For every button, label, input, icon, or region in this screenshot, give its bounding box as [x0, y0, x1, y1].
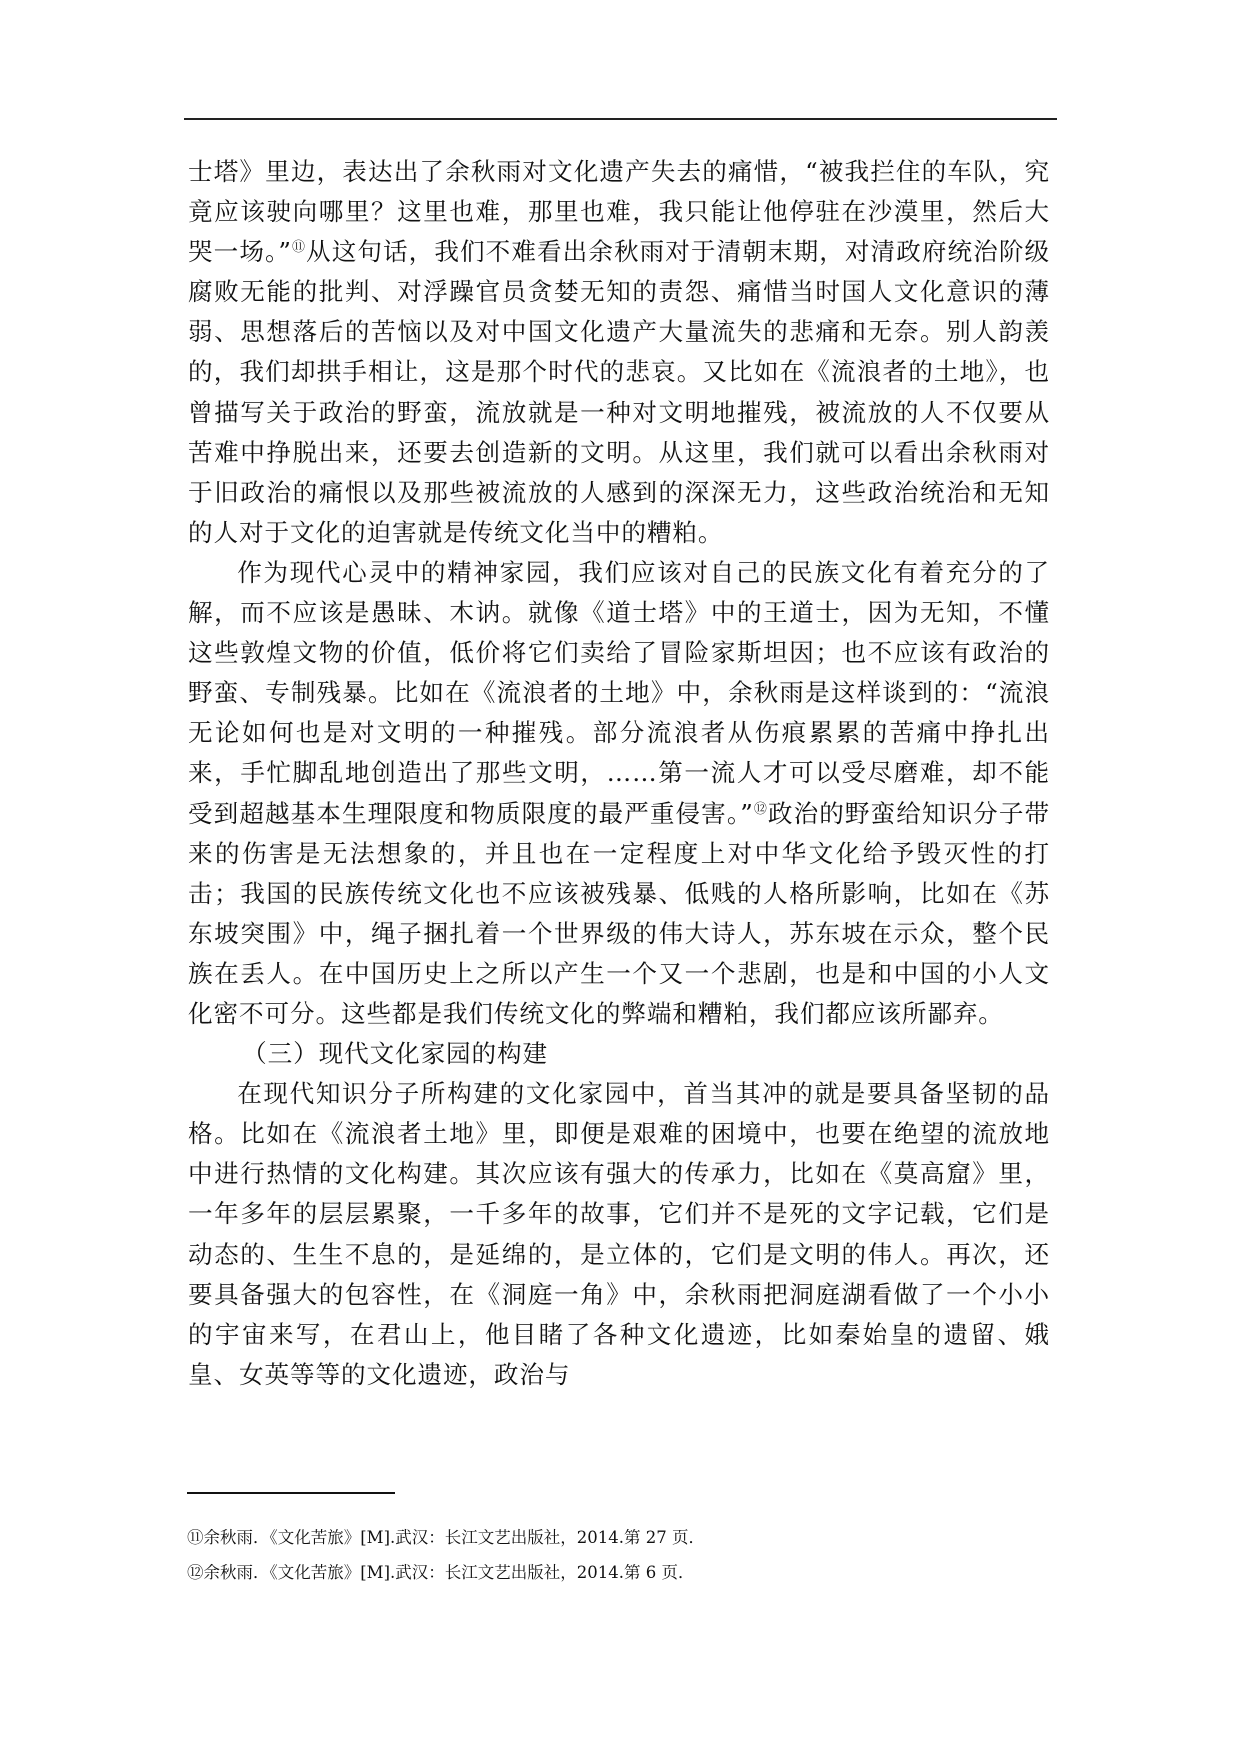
paragraph-1-part-2: 从这句话，我们不难看出余秋雨对于清朝末期，对清政府统治阶级腐败无能的批判、对浮躁官员贪婪无知的责怨、痛惜当时国人文化意识的薄弱、思想落后的苦恼以及对中国文化遗产大量流失的悲痛和无奈。别人韵羡的，我们却拱手相让，这是那个时代的悲哀。又比如在《流浪者的土地》，也曾描写关于政治的野蛮，流放就是一种对文明地摧残，被流放的人不仅要从苦难中挣脱出来，还要去创造新的文明。从这里，我们就可以看出余秋雨对于旧政治的痛恨以及那些被流放的人感到的深深无力，这些政治统治和无知的人对于文化的迫害就是传统文化当中的糟粕。	[188, 237, 1050, 547]
footnote-marker: ⑪	[187, 1528, 204, 1547]
footnote-rule	[187, 1492, 395, 1494]
section-heading: （三）现代文化家园的构建	[242, 1039, 549, 1069]
paragraph-2-part-1: 作为现代心灵中的精神家园，我们应该对自己的民族文化有着充分的了解，而不应该是愚昧、木讷。就像《道士塔》中的王道士，因为无知，不懂这些敦煌文物的价值，低价将它们卖给了冒险家斯坦因；也不应该有政治的野蛮、专制残暴。比如在《流浪者的土地》中，余秋雨是这样谈到的：“流浪无论如何也是对文明的一种摧残。部分流浪者从伤痕累累的苦痛中挣扎出来，手忙脚乱地创造出了那些文明，……第一流人才可以受尽磨难，却不能受到超越基本生理限度和物质限度的最严重侵害。”	[188, 557, 1050, 828]
paragraph-1-part-1: 士塔》里边，表达出了余秋雨对文化遗产失去的痛惜，“被我拦住的车队，究竟应该驶向哪里？这里也难，那里也难，我只能让他停驻在沙漠里，然后大哭一场。”	[188, 157, 1050, 267]
header-rule	[184, 118, 1057, 120]
footnote-12	[187, 1555, 1047, 1590]
footnote-marker: ⑫	[187, 1563, 204, 1582]
footnotes	[187, 1520, 1047, 1590]
footnote-ref-12[interactable]: ⑫	[753, 801, 768, 817]
body-text	[188, 152, 1050, 1395]
paragraph-2	[188, 553, 1050, 1034]
paragraph-3: 在现代知识分子所构建的文化家园中，首当其冲的就是要具备坚韧的品格。比如在《流浪者土地》里，即便是艰难的困境中，也要在绝望的流放地中进行热情的文化构建。其次应该有强大的传承力，比如在《莫高窟》里，一年多年的层层累聚，一千多年的故事，它们并不是死的文字记载，它们是动态的、生生不息的，是延绵的，是立体的，它们是文明的伟人。再次，还要具备强大的包容性，在《洞庭一角》中，余秋雨把洞庭湖看做了一个小小的宇宙来写，在君山上，他目睹了各种文化遗迹，比如秦始皇的遗留、娥皇、女英等等的文化遗迹，政治与	[188, 1079, 1050, 1389]
paragraph-2-part-2: 政治的野蛮给知识分子带来的伤害是无法想象的，并且也在一定程度上对中华文化给予毁灭性的打击；我国的民族传统文化也不应该被残暴、低贱的人格所影响，比如在《苏东坡突围》中，绳子捆扎着一个世界级的伟大诗人，苏东坡在示众，整个民族在丢人。在中国历史上之所以产生一个又一个悲剧，也是和中国的小人文化密不可分。这些都是我们传统文化的弊端和糟粕，我们都应该所鄙弃。	[188, 798, 1050, 1028]
footnote-text: 余秋雨．《文化苦旅》[M].武汉：长江文艺出版社，2014.第 6 页．	[203, 1563, 695, 1582]
footnote-text: 余秋雨．《文化苦旅》[M].武汉：长江文艺出版社，2014.第 27 页．	[203, 1528, 705, 1547]
paragraph-1	[188, 152, 1050, 553]
footnote-ref-11[interactable]: ⑪	[291, 240, 307, 255]
footnote-11	[187, 1520, 1047, 1555]
